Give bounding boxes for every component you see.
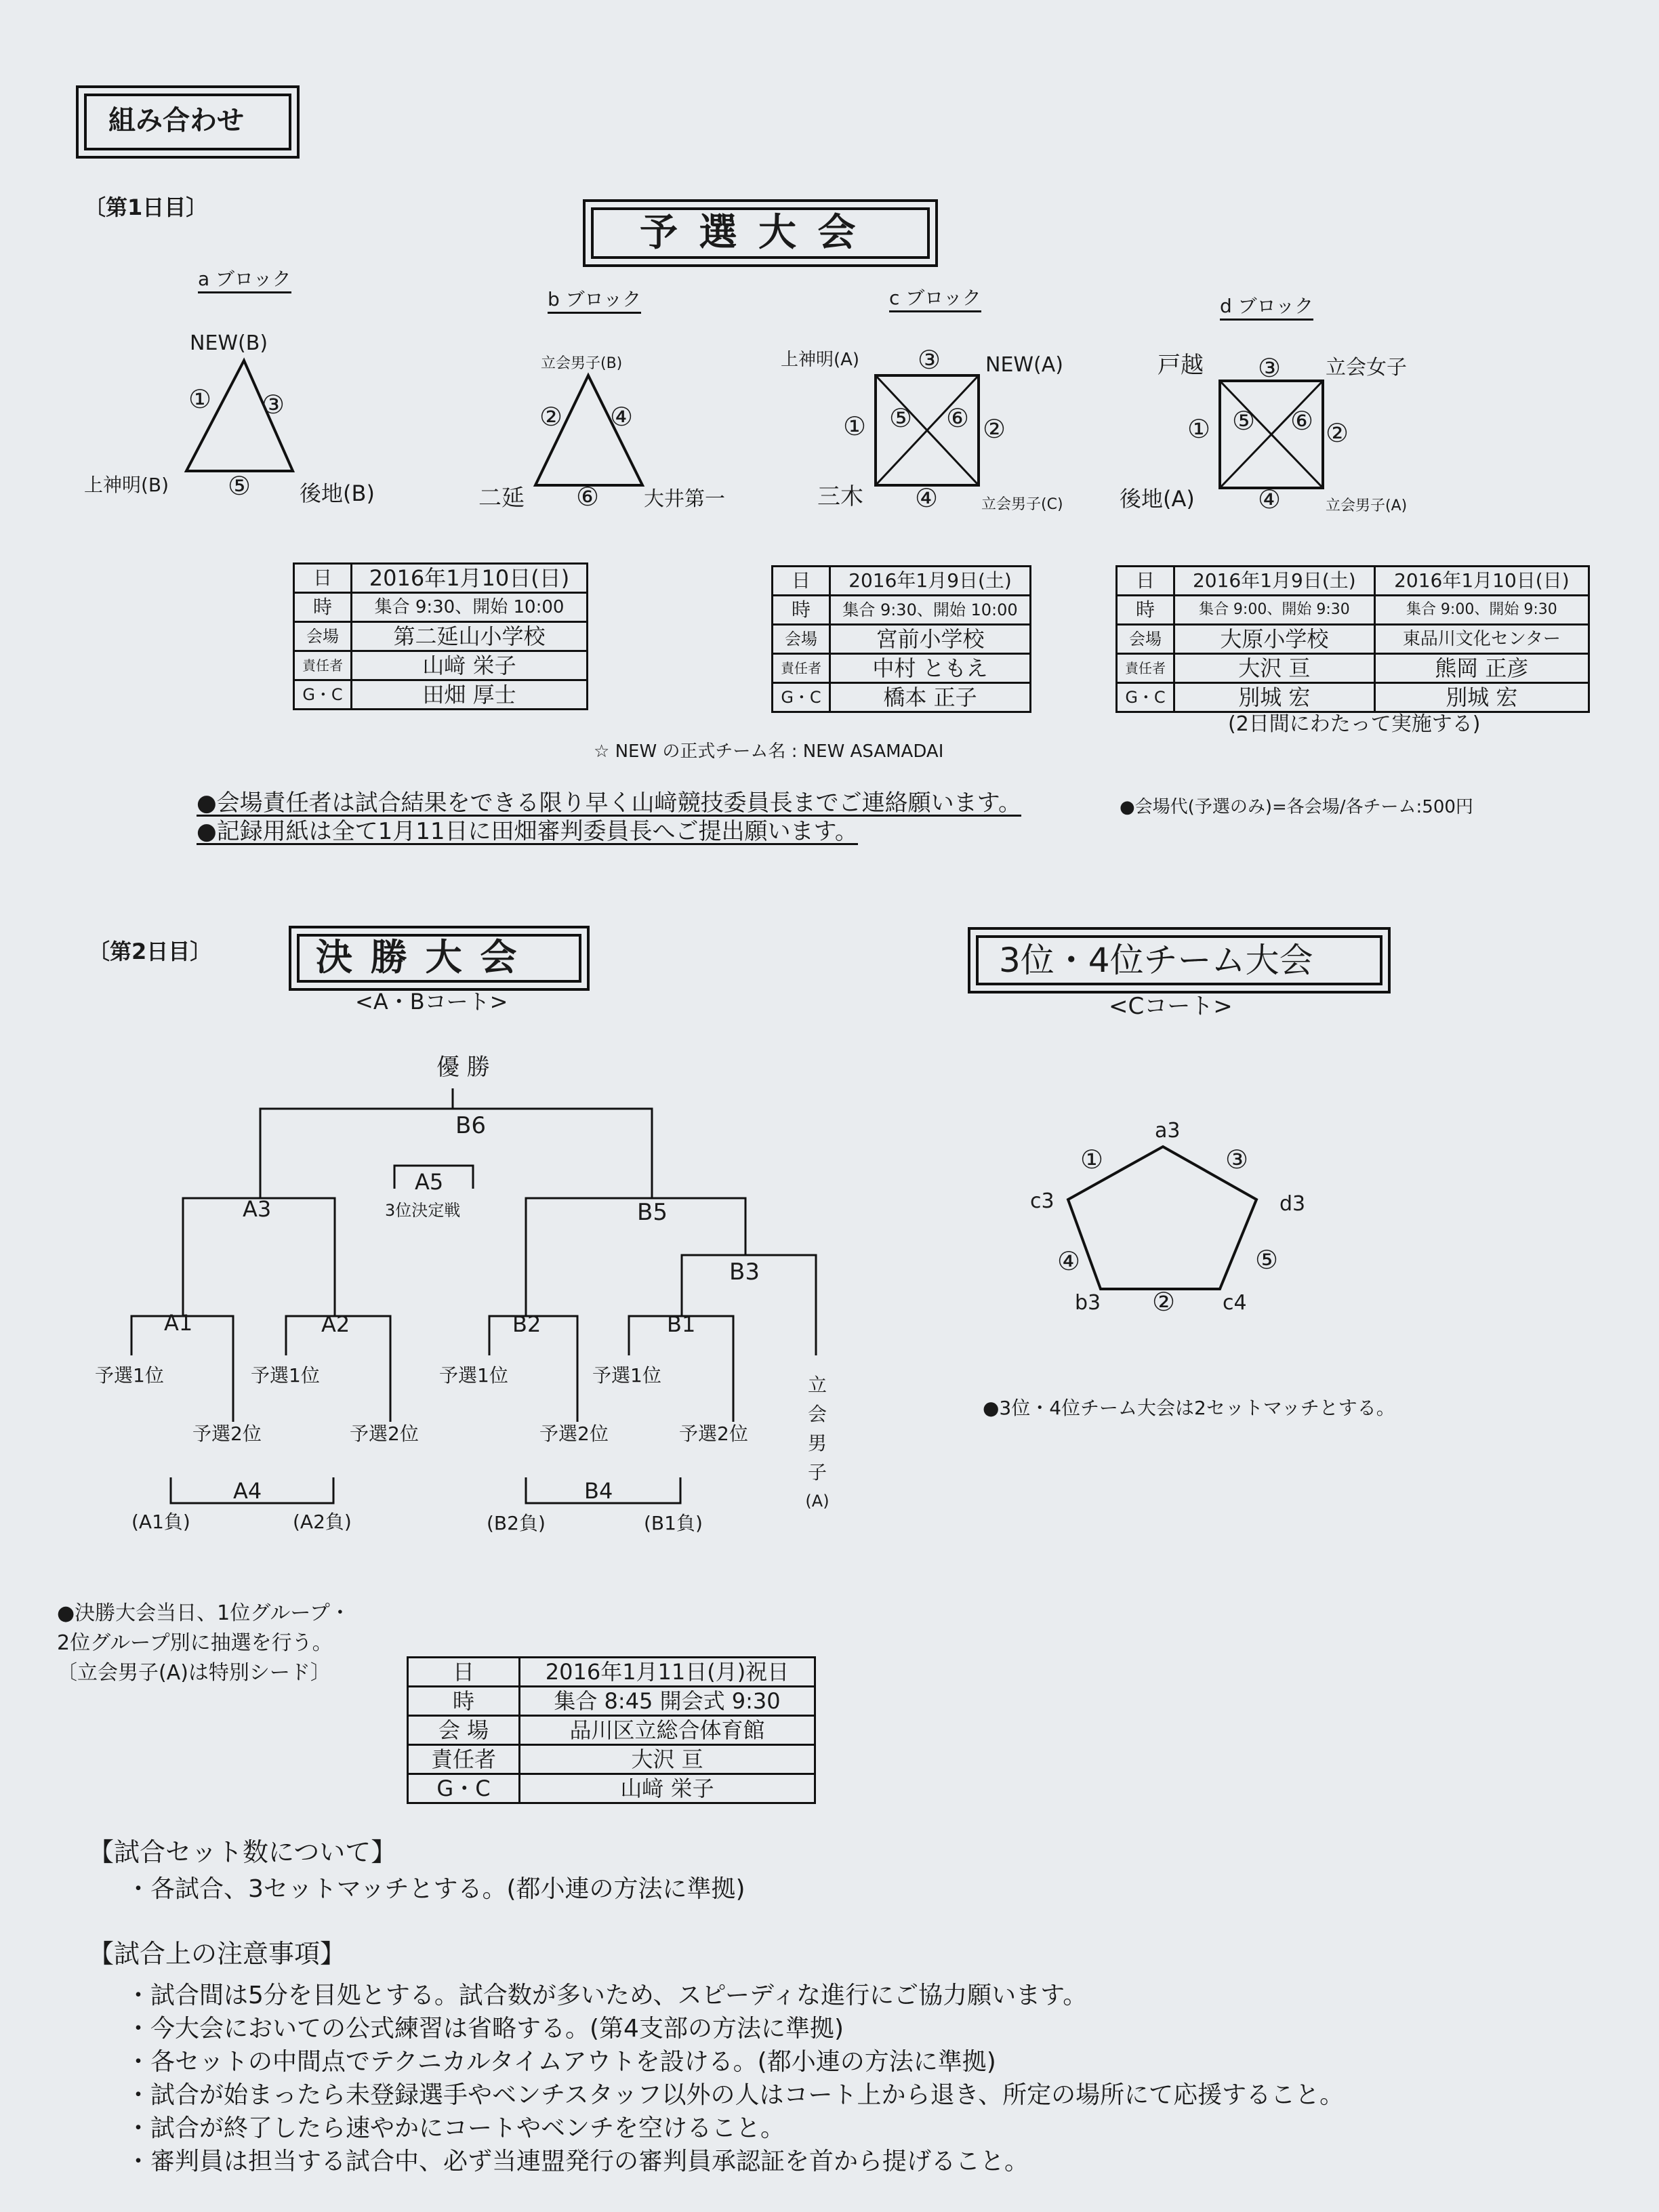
block-b-match-4: ④ xyxy=(610,402,634,432)
seed-char-2: 会 xyxy=(807,1403,827,1425)
pentagon-match-3: ③ xyxy=(1225,1145,1249,1174)
block-c-match-2: ② xyxy=(983,414,1006,444)
block-a-left: 上神明(B) xyxy=(84,474,169,496)
pentagon-match-1: ① xyxy=(1080,1145,1104,1174)
caution-item-4: ・試合が始まったら未登録選手やベンチスタッフ以外の人はコート上から退き、所定の場所にて応援すること。 xyxy=(126,2081,1345,2109)
node-c3: c3 xyxy=(1030,1189,1054,1213)
block-c-match-4: ④ xyxy=(915,483,939,513)
slot-a2-first: 予選1位 xyxy=(251,1364,320,1387)
node-b3: b3 xyxy=(1075,1291,1101,1315)
slot-b2-first: 予選1位 xyxy=(439,1364,508,1387)
match-a5-sub: 3位決定戦 xyxy=(385,1201,461,1220)
cautions-list xyxy=(126,1979,1344,2178)
final-schedule-table: 日 2016年1月11日(月)祝日 時 集合 8:45 開会式 9:30 会 場 品川区立総合体育館 責任者 大沢 亘 G・C 山﨑 栄子 xyxy=(407,1656,816,1804)
slot-b1-second: 予選2位 xyxy=(679,1422,748,1445)
node-a3: a3 xyxy=(1155,1119,1181,1143)
slot-b2-second: 予選2位 xyxy=(539,1422,609,1445)
seed-char-4: 子 xyxy=(807,1461,827,1483)
seed-char-5: (A) xyxy=(805,1492,830,1511)
final-champion: 優 勝 xyxy=(436,1054,490,1081)
qualifier-title: 予 選 大 会 xyxy=(640,211,860,255)
caution-item-2: ・今大会においての公式練習は省略する。(第4支部の方法に準拠) xyxy=(126,2015,844,2043)
caution-item-5: ・試合が終了したら速やかにコートやベンチを空けること。 xyxy=(126,2114,785,2142)
sets-heading: 【試合セット数について】 xyxy=(88,1837,397,1867)
caution-item-6: ・審判員は担当する試合中、必ず当連盟発行の審判員承認証を首から提げること。 xyxy=(126,2148,1029,2175)
slot-a1-second: 予選2位 xyxy=(192,1422,262,1445)
block-c-bottom-right: 立会男子(C) xyxy=(981,496,1063,513)
match-b5: B5 xyxy=(637,1199,668,1226)
draw-note-3: 〔立会男子(A)は特別シード〕 xyxy=(57,1661,331,1685)
pentagon-match-4: ④ xyxy=(1057,1246,1081,1276)
block-c-match-3: ③ xyxy=(918,345,941,375)
match-a5: A5 xyxy=(415,1169,444,1195)
node-c4: c4 xyxy=(1223,1291,1247,1315)
draw-note-1: ●決勝大会当日、1位グループ・ xyxy=(57,1601,350,1625)
block-d-match-2: ② xyxy=(1326,418,1349,448)
day1-note-2: ●記録用紙は全て1月11日に田畑審判委員長へご提出願います。 xyxy=(197,818,858,845)
match-b4: B4 xyxy=(584,1478,613,1504)
slot-b1-first: 予選1位 xyxy=(592,1364,661,1387)
block-a-match-1: ① xyxy=(188,384,212,414)
block-c-bottom-left: 三木 xyxy=(817,483,863,510)
new-team-note: ☆ NEW の正式チーム名 : NEW ASAMADAI xyxy=(594,741,944,762)
block-d-match-4: ④ xyxy=(1258,485,1282,514)
third-place-title: 3位・4位チーム大会 xyxy=(999,941,1313,980)
block-d-match-3: ③ xyxy=(1258,353,1282,383)
schedule-table-d: 日 2016年1月9日(土) 2016年1月10日(日) 時 集合 9:00、開始 9:30 集合 9:00、開始 9:30 会場 大原小学校 東品川文化センター 責任者 大沢 亘 熊岡 正彦 G・C 別城 宏 別城 宏 xyxy=(1115,565,1590,713)
header-title: 組み合わせ xyxy=(108,105,244,136)
schedule-table-ab: 日 2016年1月10日(日) 時 集合 9:30、開始 10:00 会場 第二延山小学校 責任者 山﨑 栄子 G・C 田畑 厚士 xyxy=(293,562,588,710)
block-d-match-6: ⑥ xyxy=(1290,406,1314,436)
match-a4: A4 xyxy=(233,1478,262,1504)
match-b2: B2 xyxy=(512,1311,541,1337)
block-c-match-6: ⑥ xyxy=(946,403,970,433)
block-a-match-3: ③ xyxy=(262,390,285,419)
caution-item-1: ・試合間は5分を目処とする。試合数が多いため、スピーディな進行にご協力願います。 xyxy=(126,1982,1088,2009)
block-a-name: a ブロック xyxy=(198,270,291,293)
b1-loser: (B1負) xyxy=(644,1512,703,1534)
day1-note-1: ●会場責任者は試合結果をできる限り早く山﨑競技委員長までご連絡願います。 xyxy=(197,790,1021,817)
caution-item-3: ・各セットの中間点でテクニカルタイムアウトを設ける。(都小連の方法に準拠) xyxy=(126,2048,996,2076)
match-a3: A3 xyxy=(243,1196,272,1222)
slot-a1-first: 予選1位 xyxy=(95,1364,164,1387)
block-c-name: c ブロック xyxy=(889,289,981,312)
match-b6: B6 xyxy=(455,1112,486,1139)
pentagon-match-2: ② xyxy=(1152,1287,1176,1317)
draw-note-2: 2位グループ別に抽選を行う。 xyxy=(57,1631,333,1655)
block-b-match-2: ② xyxy=(539,402,563,432)
block-d-top-right: 立会女子 xyxy=(1326,356,1407,380)
match-a2: A2 xyxy=(321,1311,350,1337)
slot-a2-second: 予選2位 xyxy=(350,1422,419,1445)
schedule-table-c: 日 2016年1月9日(土) 時 集合 9:30、開始 10:00 会場 宮前小学校 責任者 中村 ともえ G・C 橋本 正子 xyxy=(771,565,1031,713)
node-d3: d3 xyxy=(1279,1192,1306,1216)
block-d-name: d ブロック xyxy=(1220,297,1313,321)
block-a-top: NEW(B) xyxy=(190,331,268,355)
match-b3: B3 xyxy=(729,1258,760,1286)
block-c-top-left: 上神明(A) xyxy=(781,350,860,370)
day1-label: 〔第1日目〕 xyxy=(84,194,208,220)
b2-loser: (B2負) xyxy=(487,1512,546,1534)
block-b-name: b ブロック xyxy=(548,290,641,314)
fee-note: ●会場代(予選のみ)=各会場/各チーム:500円 xyxy=(1120,797,1473,817)
block-d-bottom-left: 後地(A) xyxy=(1120,486,1195,512)
final-title: 決 勝 大 会 xyxy=(316,936,520,979)
day2-label: 〔第2日目〕 xyxy=(88,939,212,964)
block-b-top: 立会男子(B) xyxy=(541,355,623,372)
seed-char-3: 男 xyxy=(807,1432,827,1454)
sets-item-1: ・各試合、3セットマッチとする。(都小連の方法に準拠) xyxy=(126,1875,745,1903)
block-d-match-1: ① xyxy=(1187,414,1211,444)
third-place-note: ●3位・4位チーム大会は2セットマッチとする。 xyxy=(983,1397,1395,1419)
seed-char-1: 立 xyxy=(807,1374,827,1396)
block-b-right: 大井第一 xyxy=(644,487,725,511)
third-place-court: <Cコート> xyxy=(1109,993,1233,1020)
a1-loser: (A1負) xyxy=(131,1511,190,1533)
cautions-heading: 【試合上の注意事項】 xyxy=(88,1939,346,1969)
block-c-match-5: ⑤ xyxy=(889,403,913,433)
table-d-note: (2日間にわたって実施する) xyxy=(1228,712,1481,736)
block-c-top-right: NEW(A) xyxy=(985,353,1063,377)
block-d-top-left: 戸越 xyxy=(1158,352,1204,379)
block-a-match-5: ⑤ xyxy=(228,471,251,501)
block-d-match-5: ⑤ xyxy=(1232,406,1256,436)
final-court: <A・Bコート> xyxy=(355,989,508,1015)
block-a-right: 後地(B) xyxy=(300,480,375,506)
pentagon-match-5: ⑤ xyxy=(1255,1245,1279,1275)
a2-loser: (A2負) xyxy=(293,1511,352,1533)
match-b1: B1 xyxy=(667,1311,696,1337)
block-c-match-1: ① xyxy=(843,411,867,441)
block-b-match-6: ⑥ xyxy=(576,482,600,512)
block-b-left: 二延 xyxy=(478,485,525,512)
block-d-bottom-right: 立会男子(A) xyxy=(1326,497,1408,514)
match-a1: A1 xyxy=(164,1310,193,1336)
